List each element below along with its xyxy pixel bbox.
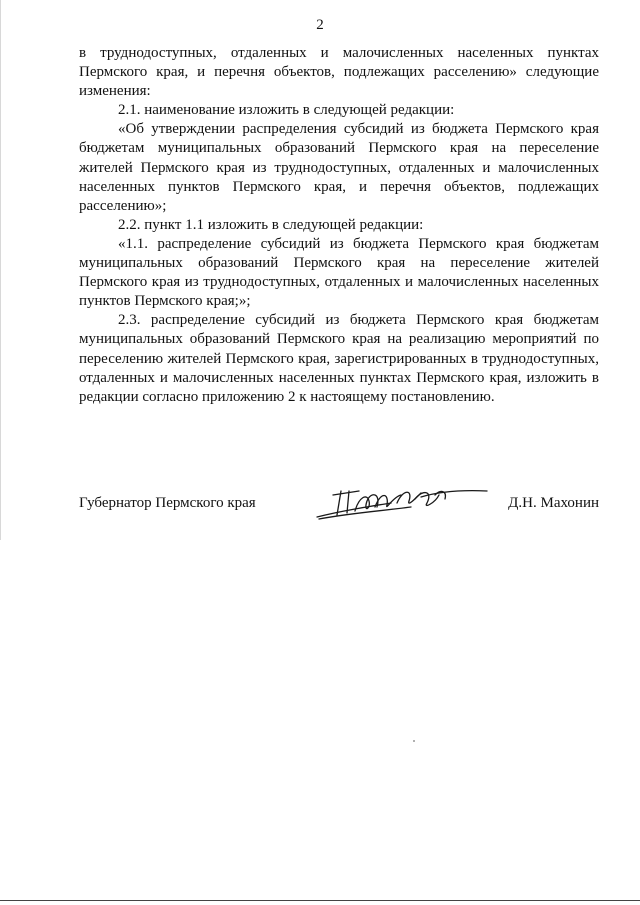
paragraph-3: «Об утверждении распределения субсидий из бюджета Пермского края бюджетам муниципальных образований Пермского края на переселение жителей Пермского края из труднодоступных, отдаленных и малочисленных населенных пунктов Пермского края, и перечня объектов, подлежащих расселению»; xyxy=(79,121,599,214)
page-number: 2 xyxy=(316,17,324,33)
paragraph-2: 2.1. наименование изложить в следующей редакции: xyxy=(118,102,455,119)
signer-title: Губернатор Пермского края xyxy=(79,495,256,511)
scan-bottom-edge xyxy=(0,900,640,901)
paragraph-5: «1.1. распределение субсидий из бюджета Пермского края бюджетам муниципальных образований Пермского края на переселение жителей Пермского края из труднодоступных, отдаленных и малочисленных населенных пунктов Пермского края;»; xyxy=(79,235,599,310)
paragraph-6: 2.3. распределение субсидий из бюджета Пермского края бюджетам муниципальных образований Пермского края на реализацию мероприятий по переселению жителей Пермского края, зарегистрированных в труднодоступных, отдаленных и малочисленных населенных пунктах Пермского края, изложить в редакции согласно приложению 2 к настоящему постановлению. xyxy=(79,312,599,405)
document-body xyxy=(79,44,599,407)
paragraph-1: в труднодоступных, отдаленных и малочисленных населенных пунктах Пермского края, и перечня объектов, подлежащих расселению» следующие изменения: xyxy=(79,45,599,100)
signer-name: Д.Н. Махонин xyxy=(508,495,599,511)
handwritten-signature xyxy=(311,481,491,527)
signature-block xyxy=(79,481,599,531)
scan-speck xyxy=(413,740,415,742)
paragraph-4: 2.2. пункт 1.1 изложить в следующей редакции: xyxy=(118,216,424,233)
scan-left-edge xyxy=(0,0,1,540)
